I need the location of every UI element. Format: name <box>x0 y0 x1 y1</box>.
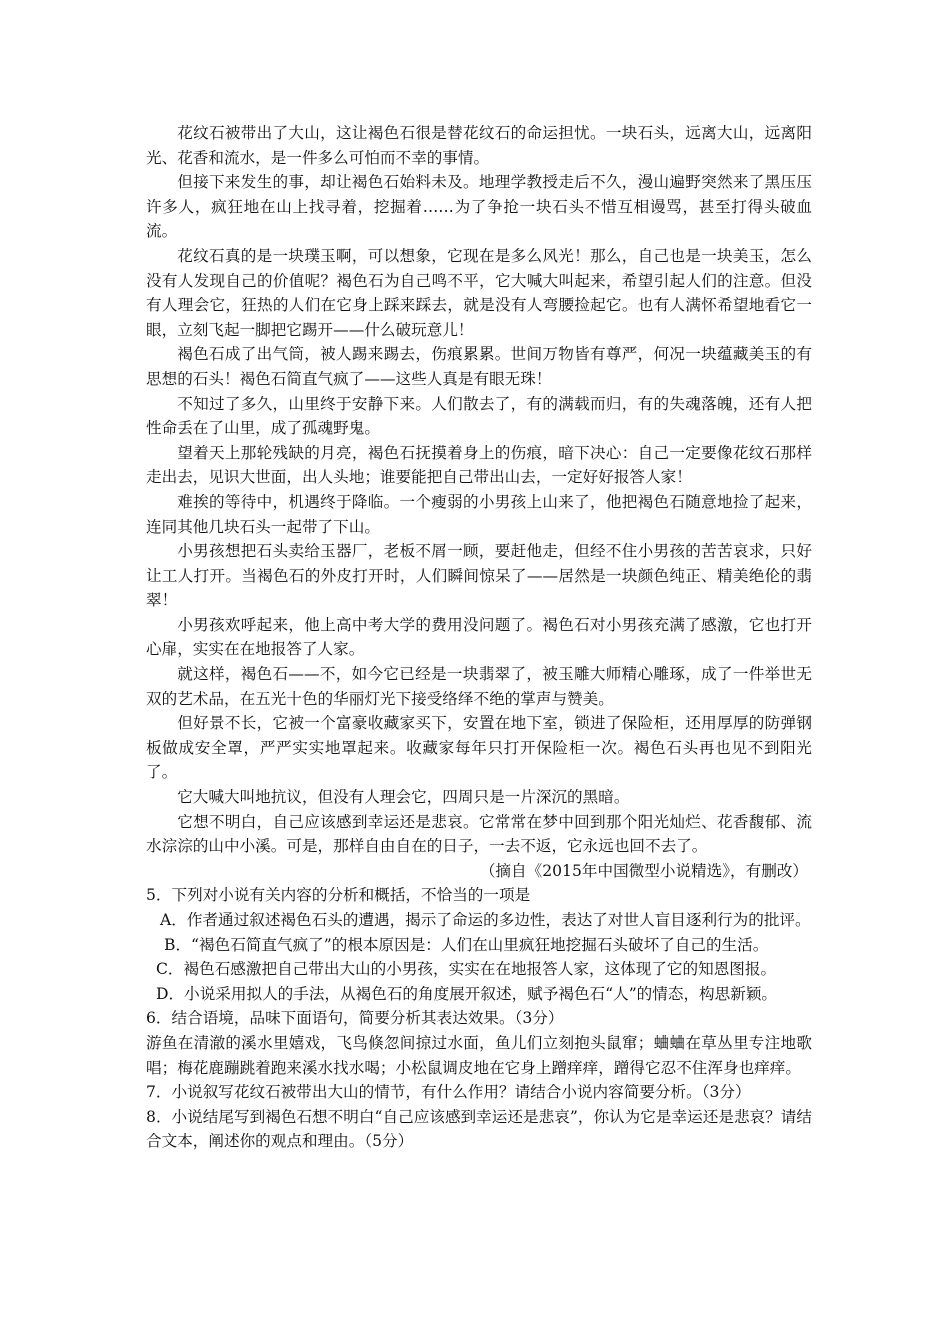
question-8 <box>146 1105 812 1154</box>
passage-paragraph: 就这样，褐色石——不，如今它已经是一块翡翠了，被玉雕大师精心雕琢，成了一件举世无双的艺术品，在五光十色的华丽灯光下接受络绎不绝的掌声与赞美。 <box>146 665 812 708</box>
passage-paragraph: 但好景不长，它被一个富豪收藏家买下，安置在地下室，锁进了保险柜，还用厚厚的防弹钢板做成安全罩，严严实实地罩起来。收藏家每年只打开保险柜一次。褐色石头再也见不到阳光了。 <box>146 714 812 782</box>
passage-paragraph: 但接下来发生的事，却让褐色石始料未及。地理学教授走后不久，漫山遍野突然来了黑压压许多人，疯狂地在山上找寻着，挖掘着……为了争抢一块石头不惜互相谩骂，甚至打得头破血流。 <box>146 173 812 241</box>
option-d: D．小说采用拟人的手法，从褐色石的角度展开叙述，赋予褐色石“人”的情态，构思新颖。 <box>156 984 778 1003</box>
passage-paragraph: 它想不明白，自己应该感到幸运还是悲哀。它常常在梦中回到那个阳光灿烂、花香馥郁、流水淙淙的山中小溪。可是，那样自由自在的日子，一去不返，它永远也回不去了。 <box>146 812 812 856</box>
exam-page <box>146 121 812 1154</box>
question-5-stem: 5．下列对小说有关内容的分析和概括，不恰当的一项是 <box>146 886 531 905</box>
question-7-stem: 7．小说叙写花纹石被带出大山的情节，有什么作用？请结合小说内容简要分析。（3分） <box>146 1083 751 1102</box>
question-6-quote: 游鱼在清澈的溪水里嬉戏，飞鸟倏忽间掠过水面，鱼儿们立刻抱头鼠窜；蛐蛐在草丛里专注地歌唱；梅花鹿蹦跳着跑来溪水找水喝；小松鼠调皮地在它身上蹭痒痒，蹭得它忍不住浑身也痒痒。 <box>146 1033 812 1077</box>
source-citation: （摘自《2015年中国微型小说精选》，有删改） <box>479 861 808 880</box>
question-6-stem: 6．结合语境，品味下面语句，简要分析其表达效果。（3分） <box>146 1009 564 1028</box>
question-8-stem: 8．小说结尾写到褐色石想不明白“自己应该感到幸运还是悲哀”，你认为它是幸运还是悲哀？请结合文本，阐述你的观点和理由。（5分） <box>146 1107 812 1151</box>
passage-paragraph: 褐色石成了出气筒，被人踢来踢去，伤痕累累。世间万物皆有尊严，何况一块蕴藏美玉的有思想的石头！褐色石简直气疯了——这些人真是有眼无珠！ <box>146 345 812 388</box>
question-5 <box>146 883 812 1006</box>
passage-paragraph: 它大喊大叫地抗议，但没有人理会它，四周只是一片深沉的黑暗。 <box>177 788 630 807</box>
passage-paragraph: 不知过了多久，山里终于安静下来。人们散去了，有的满载而归，有的失魂落魄，还有人把性命丢在了山里，成了孤魂野鬼。 <box>146 394 812 438</box>
passage-paragraph: 望着天上那轮残缺的月亮，褐色石抚摸着身上的伤痕，暗下决心：自己一定要像花纹石那样走出去，见识大世面，出人头地；谁要能把自己带出山去，一定好好报答人家！ <box>146 443 812 487</box>
story-passage <box>146 121 812 883</box>
passage-paragraph: 花纹石被带出了大山，这让褐色石很是替花纹石的命运担忧。一块石头，远离大山，远离阳光、花香和流水，是一件多么可怕而不幸的事情。 <box>146 124 812 167</box>
passage-paragraph: 小男孩欢呼起来，他上高中考大学的费用没问题了。褐色石对小男孩充满了感激，它也打开心扉，实实在在地报答了人家。 <box>146 615 812 659</box>
question-6 <box>146 1006 812 1080</box>
option-c: C．褐色石感激把自己带出大山的小男孩，实实在在地报答人家，这体现了它的知恩图报。 <box>156 960 777 979</box>
passage-paragraph: 难挨的等待中，机遇终于降临。一个瘦弱的小男孩上山来了，他把褐色石随意地捡了起来，连同其他几块石头一起带了下山。 <box>146 492 812 536</box>
question-7 <box>146 1080 812 1105</box>
option-b: B．“褐色石简直气疯了”的根本原因是：人们在山里疯狂地挖掘石头破坏了自己的生活。 <box>164 935 769 954</box>
option-a: A．作者通过叙述褐色石头的遭遇，揭示了命运的多边性，表达了对世人盲目逐利行为的批评。 <box>160 911 811 929</box>
passage-paragraph: 小男孩想把石头卖给玉器厂，老板不屑一顾，要赶他走，但经不住小男孩的苦苦哀求，只好让工人打开。当褐色石的外皮打开时，人们瞬间惊呆了——居然是一块颜色纯正、精美绝伦的翡翠！ <box>146 542 812 610</box>
passage-paragraph: 花纹石真的是一块璞玉啊，可以想象，它现在是多么风光！那么，自己也是一块美玉，怎么没有人发现自己的价值呢？褐色石为自己鸣不平，它大喊大叫起来，希望引起人们的注意。但没有人理会它，狂热的人们在它身上踩来踩去，就是没有人弯腰捡起它。也有人满怀希望地看它一眼，立刻飞起一脚把它踢开——什么破玩意儿！ <box>146 246 812 339</box>
